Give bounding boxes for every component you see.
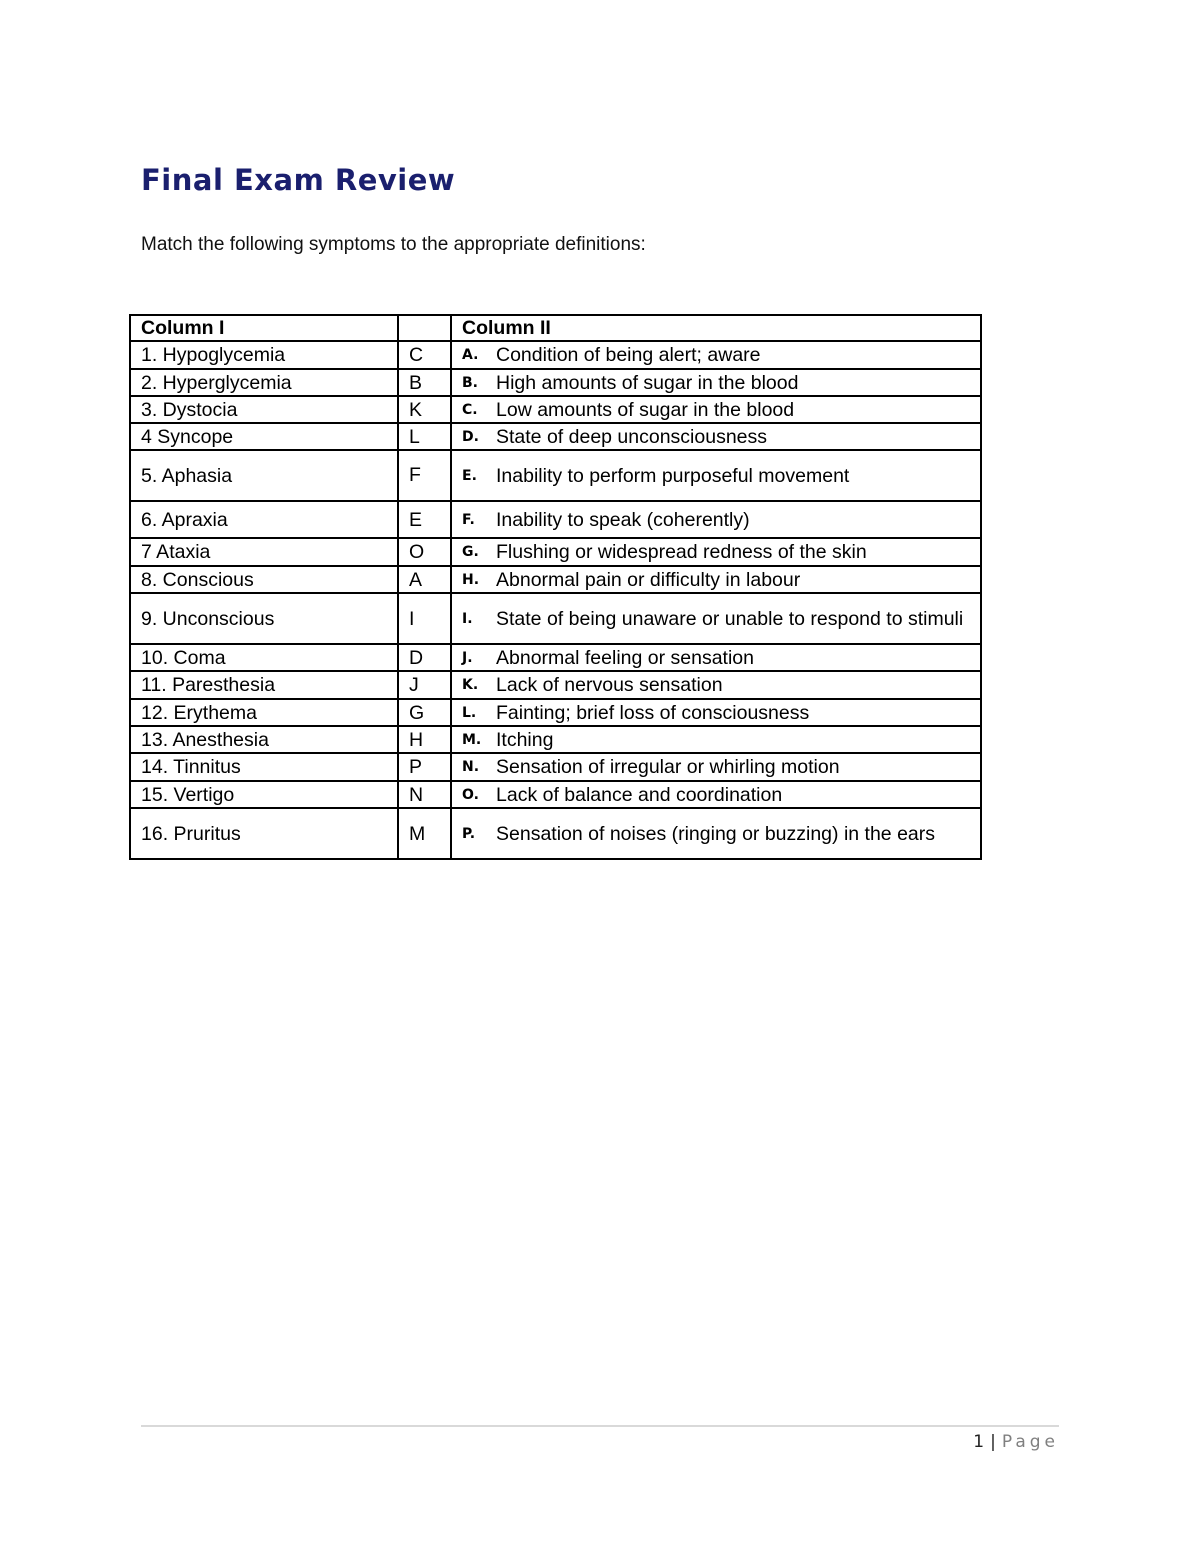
definition-text: Abnormal feeling or sensation: [496, 646, 754, 669]
instructions: Match the following symptoms to the appropriate definitions:: [141, 234, 646, 255]
answer-cell: E: [398, 501, 451, 538]
term-cell: 14. Tinnitus: [130, 753, 398, 781]
definition-letter: A.: [462, 347, 479, 363]
definition-cell: [451, 671, 981, 699]
footer-rule: [141, 1425, 1059, 1427]
page-footer: [973, 1432, 1059, 1452]
definition-cell: [451, 781, 981, 808]
term-cell: 1. Hypoglycemia: [130, 341, 398, 369]
definition-text: Lack of nervous sensation: [496, 674, 723, 696]
definition-cell: [451, 566, 981, 593]
definition-cell: [451, 450, 981, 501]
definition-letter: B.: [462, 374, 478, 391]
column-ii-header: Column II: [451, 315, 981, 341]
page-label: Page: [1001, 1432, 1059, 1452]
definition-letter: J.: [462, 649, 473, 666]
definition-letter: C.: [462, 401, 478, 418]
table-row: [130, 396, 981, 423]
definition-letter: G.: [462, 544, 479, 560]
definition-cell: [451, 808, 981, 859]
definition-text: High amounts of sugar in the blood: [496, 371, 799, 394]
term-cell: 3. Dystocia: [130, 396, 398, 423]
answer-cell: K: [398, 396, 451, 423]
term-cell: 15. Vertigo: [130, 781, 398, 808]
definition-text: Lack of balance and coordination: [496, 783, 783, 806]
answer-cell: A: [398, 566, 451, 593]
table-row: [130, 753, 981, 781]
definition-letter: H.: [462, 571, 480, 588]
definition-cell: [451, 396, 981, 423]
term-cell: 2. Hyperglycemia: [130, 369, 398, 396]
term-cell: 8. Conscious: [130, 566, 398, 593]
column-i-header: Column I: [130, 315, 398, 341]
term-cell: 13. Anesthesia: [130, 726, 398, 753]
table-row: [130, 538, 981, 566]
definition-text: Inability to speak (coherently): [496, 508, 750, 531]
page-number: 1: [973, 1432, 985, 1452]
definition-cell: [451, 538, 981, 566]
definition-letter: E.: [462, 467, 477, 484]
table-row: [130, 501, 981, 538]
definition-letter: K.: [462, 677, 479, 693]
table-row: [130, 671, 981, 699]
term-cell: 11. Paresthesia: [130, 671, 398, 699]
table-row: [130, 808, 981, 859]
definition-letter: I.: [462, 610, 473, 627]
definition-text: Itching: [496, 728, 554, 751]
definition-cell: [451, 753, 981, 781]
table-header-row: [130, 315, 981, 341]
table-row: [130, 341, 981, 369]
answer-column-header: [398, 315, 451, 341]
term-cell: 10. Coma: [130, 644, 398, 671]
definition-cell: [451, 644, 981, 671]
definition-cell: [451, 369, 981, 396]
definition-text: Flushing or widespread redness of the skin: [496, 541, 867, 563]
term-cell: 12. Erythema: [130, 699, 398, 726]
definition-text: Low amounts of sugar in the blood: [496, 398, 795, 421]
definition-text: Condition of being alert; aware: [496, 344, 761, 366]
answer-cell: H: [398, 726, 451, 753]
answer-cell: P: [398, 753, 451, 781]
table-row: [130, 593, 981, 644]
definition-letter: N.: [462, 759, 480, 775]
definition-cell: [451, 501, 981, 538]
definition-cell: [451, 593, 981, 644]
answer-cell: J: [398, 671, 451, 699]
definition-letter: O.: [462, 786, 479, 803]
answer-cell: O: [398, 538, 451, 566]
definition-text: State of being unaware or unable to respond to stimuli: [496, 607, 964, 630]
answer-cell: D: [398, 644, 451, 671]
page-separator: |: [990, 1432, 996, 1452]
table-row: [130, 644, 981, 671]
definition-letter: D.: [462, 428, 479, 445]
table-row: [130, 699, 981, 726]
term-cell: 4 Syncope: [130, 423, 398, 450]
definition-text: Sensation of irregular or whirling motion: [496, 756, 840, 778]
table-row: [130, 369, 981, 396]
table-row: [130, 566, 981, 593]
definition-cell: [451, 726, 981, 753]
answer-cell: L: [398, 423, 451, 450]
term-cell: 6. Apraxia: [130, 501, 398, 538]
table-row: [130, 450, 981, 501]
table-row: [130, 726, 981, 753]
definition-letter: F.: [462, 511, 475, 528]
definition-cell: [451, 341, 981, 369]
term-cell: 9. Unconscious: [130, 593, 398, 644]
answer-cell: F: [398, 450, 451, 501]
answer-cell: G: [398, 699, 451, 726]
definition-cell: [451, 423, 981, 450]
answer-cell: N: [398, 781, 451, 808]
definition-text: Fainting; brief loss of consciousness: [496, 701, 810, 724]
page-title: Final Exam Review: [141, 163, 456, 197]
answer-cell: I: [398, 593, 451, 644]
term-cell: 7 Ataxia: [130, 538, 398, 566]
definition-text: State of deep unconsciousness: [496, 425, 768, 448]
answer-cell: M: [398, 808, 451, 859]
definition-text: Sensation of noises (ringing or buzzing) in the ears: [496, 822, 935, 845]
table-row: [130, 781, 981, 808]
definition-letter: P.: [462, 825, 476, 842]
answer-cell: B: [398, 369, 451, 396]
definition-text: Abnormal pain or difficulty in labour: [496, 568, 801, 591]
definition-text: Inability to perform purposeful movement: [496, 464, 850, 487]
answer-cell: C: [398, 341, 451, 369]
definition-letter: L.: [462, 704, 477, 721]
term-cell: 16. Pruritus: [130, 808, 398, 859]
definition-cell: [451, 699, 981, 726]
table-row: [130, 423, 981, 450]
term-cell: 5. Aphasia: [130, 450, 398, 501]
definition-letter: M.: [462, 731, 482, 748]
matching-table: [129, 314, 982, 860]
